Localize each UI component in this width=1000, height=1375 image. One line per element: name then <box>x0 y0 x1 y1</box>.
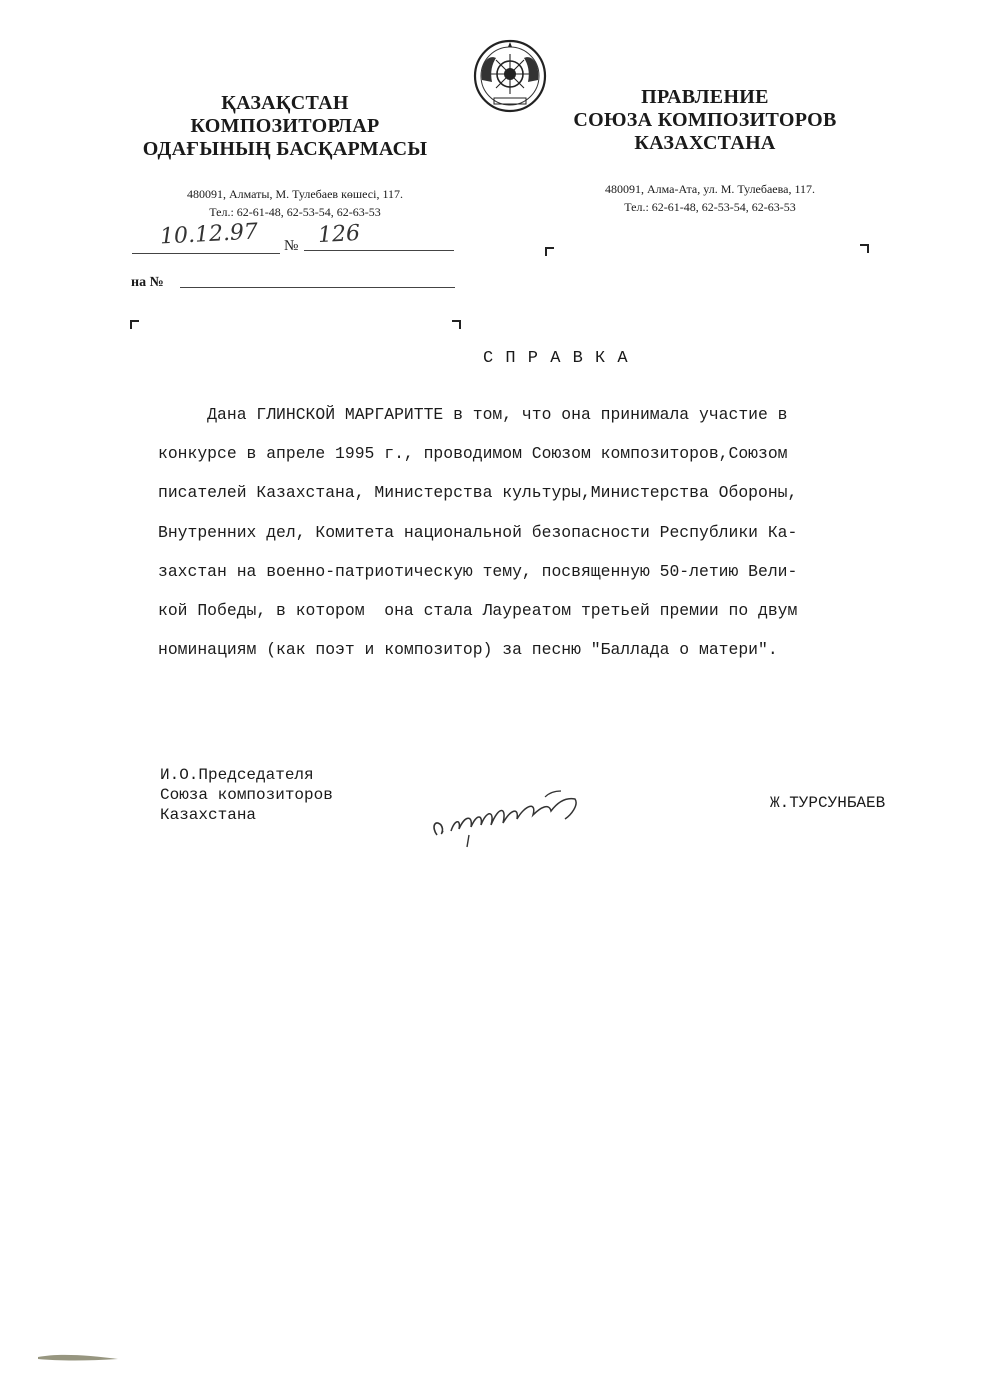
outgoing-date: 10.12.97 <box>159 219 259 250</box>
letterhead-left-address: 480091, Алматы, М. Тулебаев көшесі, 117. <box>186 187 403 201</box>
corner-mark <box>452 320 461 329</box>
reply-number-rule <box>180 287 455 288</box>
letterhead-right-phones: Тел.: 62-61-48, 62-53-54, 62-63-53 <box>624 200 796 214</box>
signatory-position-line-2: Союза композиторов <box>160 786 333 804</box>
state-emblem-icon <box>470 38 550 114</box>
letterhead-right-address: 480091, Алма-Ата, ул. М. Тулебаева, 117. <box>604 182 816 196</box>
body-line-5: захстан на военно-патриотическую тему, посвященную 50-летию Вели- <box>158 562 798 581</box>
letterhead-left-phones: Тел.: 62-61-48, 62-53-54, 62-63-53 <box>209 205 381 219</box>
corner-mark <box>860 244 869 253</box>
body-line-6: кой Победы, в котором она стала Лауреатом третьей премии по двум <box>158 601 798 620</box>
letterhead-right-title <box>555 86 855 155</box>
letterhead-left-line-3: ОДАҒЫНЫҢ БАСҚАРМАСЫ <box>142 138 428 160</box>
body-line-2: конкурсе в апреле 1995 г., проводимом Союзом композиторов,Союзом <box>158 444 788 463</box>
reply-number-label: на № <box>131 275 164 290</box>
document-title: С П Р А В К А <box>483 349 629 368</box>
outgoing-date-rule <box>132 253 280 254</box>
corner-mark <box>130 320 139 329</box>
corner-mark <box>545 247 554 256</box>
signatory-position <box>160 765 333 825</box>
outgoing-number-rule <box>304 250 454 251</box>
letterhead-right-line-1: ПРАВЛЕНИЕ <box>641 86 769 108</box>
body-line-3: писателей Казахстана, Министерства культуры,Министерства Обороны, <box>158 483 798 502</box>
scan-edge-mark <box>38 1350 118 1362</box>
body-line-4: Внутренних дел, Комитета национальной безопасности Республики Ка- <box>158 523 798 542</box>
letterhead-right-line-3: КАЗАХСТАНА <box>634 132 776 154</box>
letterhead-right-line-2: СОЮЗА КОМПОЗИТОРОВ <box>573 109 837 131</box>
signatory-position-line-3: Казахстана <box>160 806 257 824</box>
outgoing-number: 126 <box>317 220 361 249</box>
letterhead-left-line-2: КОМПОЗИТОРЛАР <box>190 115 380 137</box>
letterhead-left-title <box>130 92 440 161</box>
body-line-7: номинациям (как поэт и композитор) за песню "Баллада о матери". <box>158 640 778 659</box>
letterhead-left-contact <box>140 185 450 221</box>
letterhead-left-line-1: ҚАЗАҚСТАН <box>221 92 349 114</box>
signer-name: Ж.ТУРСУНБАЕВ <box>770 794 886 812</box>
handwritten-signature <box>425 785 595 855</box>
body-line-1: Дана ГЛИНСКОЙ МАРГАРИТТЕ в том, что она принимала участие в <box>158 405 788 424</box>
letterhead-right-contact <box>555 180 865 216</box>
outgoing-number-label: № <box>284 238 299 254</box>
signatory-position-line-1: И.О.Председателя <box>160 766 314 784</box>
